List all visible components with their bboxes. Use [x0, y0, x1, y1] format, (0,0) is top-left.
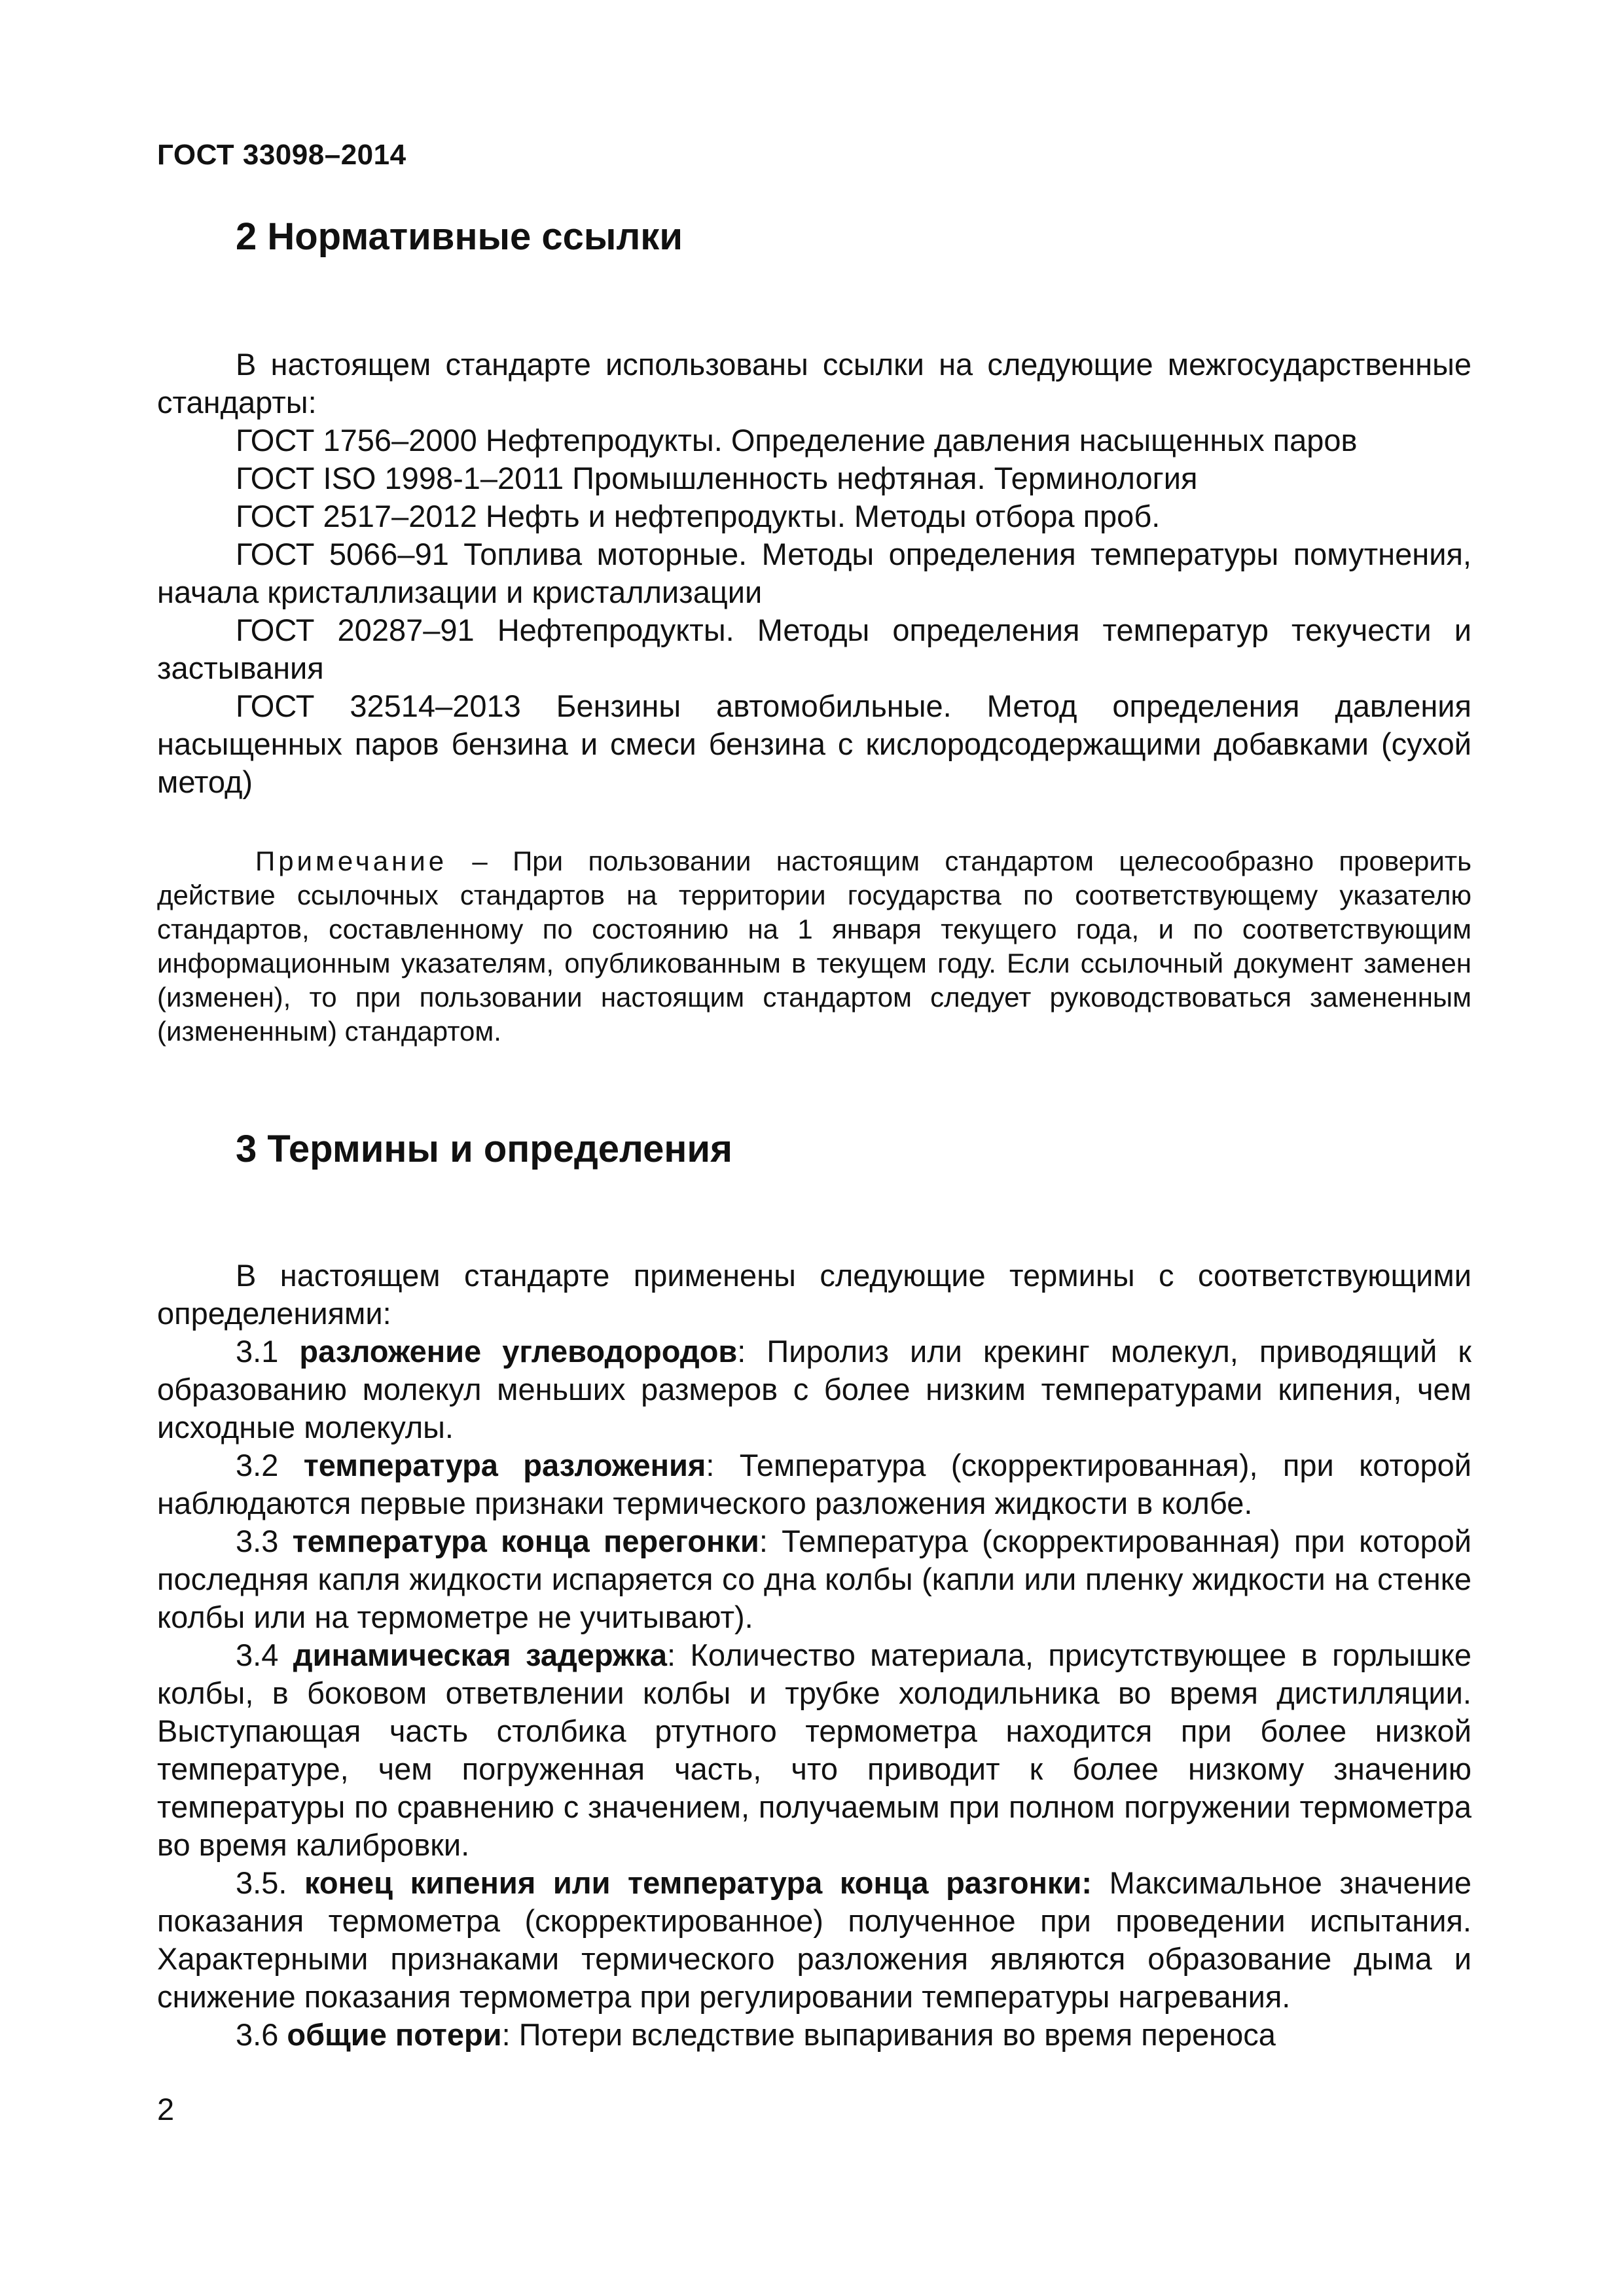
term-definition: Максимальное значение показания термометра (скорректированное) полученное при проведении испытания. Характерными признаками термического разложения являются образование дыма и снижение показания термометра при регулировании температуры нагревания.	[157, 1865, 1471, 2014]
term-entry	[157, 1333, 1471, 1446]
term-entry	[157, 1636, 1471, 1864]
section-3-heading: 3 Термины и определения	[236, 1128, 732, 1170]
reference-item: ГОСТ 32514–2013 Бензины автомобильные. Метод определения давления насыщенных паров бензина и смеси бензина с кислородсодержащими добавками (сухой метод)	[157, 689, 1471, 799]
term-name: общие потери	[287, 2017, 502, 2052]
term-definition: : Пиролиз или крекинг молекул, приводящий к образованию молекул меньших размеров с более низким температурами кипения, чем исходные молекулы.	[157, 1334, 1471, 1444]
reference-item: ГОСТ 5066–91 Топлива моторные. Методы определения температуры помутнения, начала кристаллизации и кристаллизации	[157, 537, 1471, 609]
reference-item: ГОСТ 2517–2012 Нефть и нефтепродукты. Методы отбора проб.	[236, 499, 1161, 533]
document-code: ГОСТ 33098–2014	[157, 139, 406, 171]
note-paragraph	[157, 844, 1471, 1049]
term-number: 3.6	[236, 2017, 287, 2052]
term-definition: : Температура (скорректированная) при которой последняя капля жидкости испаряется со дна колбы (капли или пленку жидкости на стенке колбы или на термометре не учитывают).	[157, 1524, 1471, 1634]
note-text: – При пользовании настоящим стандартом целесообразно проверить действие ссылочных стандартов на территории государства по соответствующему указателю стандартов, составленному по состоянию на 1 января текущего года, и по соответствующим информационным указателям, опубликованным в текущем году. Если ссылочный документ заменен (изменен), то при пользовании настоящим стандартом следует руководствоваться замененным (измененным) стандартом.	[157, 846, 1471, 1047]
page-number: 2	[157, 2092, 175, 2126]
term-number: 3.2	[236, 1448, 304, 1482]
reference-item: ГОСТ 1756–2000 Нефтепродукты. Определение давления насыщенных паров	[236, 423, 1358, 457]
term-definition: : Потери вследствие выпаривания во время переноса	[501, 2017, 1276, 2052]
reference-item: ГОСТ 20287–91 Нефтепродукты. Методы определения температур текучести и застывания	[157, 613, 1471, 685]
normative-references	[157, 346, 1471, 801]
term-number: 3.3	[236, 1524, 293, 1558]
term-entry	[157, 1864, 1471, 2016]
term-entry	[157, 1446, 1471, 1522]
term-definition: : Температура (скорректированная), при которой наблюдаются первые признаки термического разложения жидкости в колбе.	[157, 1448, 1471, 1520]
term-name: динамическая задержка	[293, 1638, 668, 1672]
term-number: 3.5.	[236, 1865, 304, 1900]
terms-and-definitions	[157, 1257, 1471, 2054]
term-number: 3.4	[236, 1638, 293, 1672]
term-name: температура разложения	[303, 1448, 706, 1482]
term-number: 3.1	[236, 1334, 300, 1369]
references-intro: В настоящем стандарте использованы ссылки на следующие межгосударственные стандарты:	[157, 347, 1471, 420]
terms-intro: В настоящем стандарте применены следующие термины с соответствующими определениями:	[157, 1258, 1471, 1331]
reference-item: ГОСТ ISO 1998-1–2011 Промышленность нефтяная. Терминология	[236, 461, 1198, 495]
term-name: разложение углеводородов	[299, 1334, 738, 1369]
term-definition: : Количество материала, присутствующее в горлышке колбы, в боковом ответвлении колбы и трубке холодильника во время дистилляции. Выступающая часть столбика ртутного термометра находится при более низкой температуре, чем погруженная часть, что приводит к более низкому значению температуры по сравнению с значением, получаемым при полном погружении термометра во время калибровки.	[157, 1638, 1471, 1862]
note-label: Примечание	[255, 846, 448, 876]
section-2-heading: 2 Нормативные ссылки	[236, 215, 683, 258]
term-entry	[157, 2016, 1471, 2054]
term-name: температура конца перегонки	[292, 1524, 759, 1558]
term-name: конец кипения или температура конца разгонки:	[304, 1865, 1092, 1900]
term-entry	[157, 1522, 1471, 1636]
